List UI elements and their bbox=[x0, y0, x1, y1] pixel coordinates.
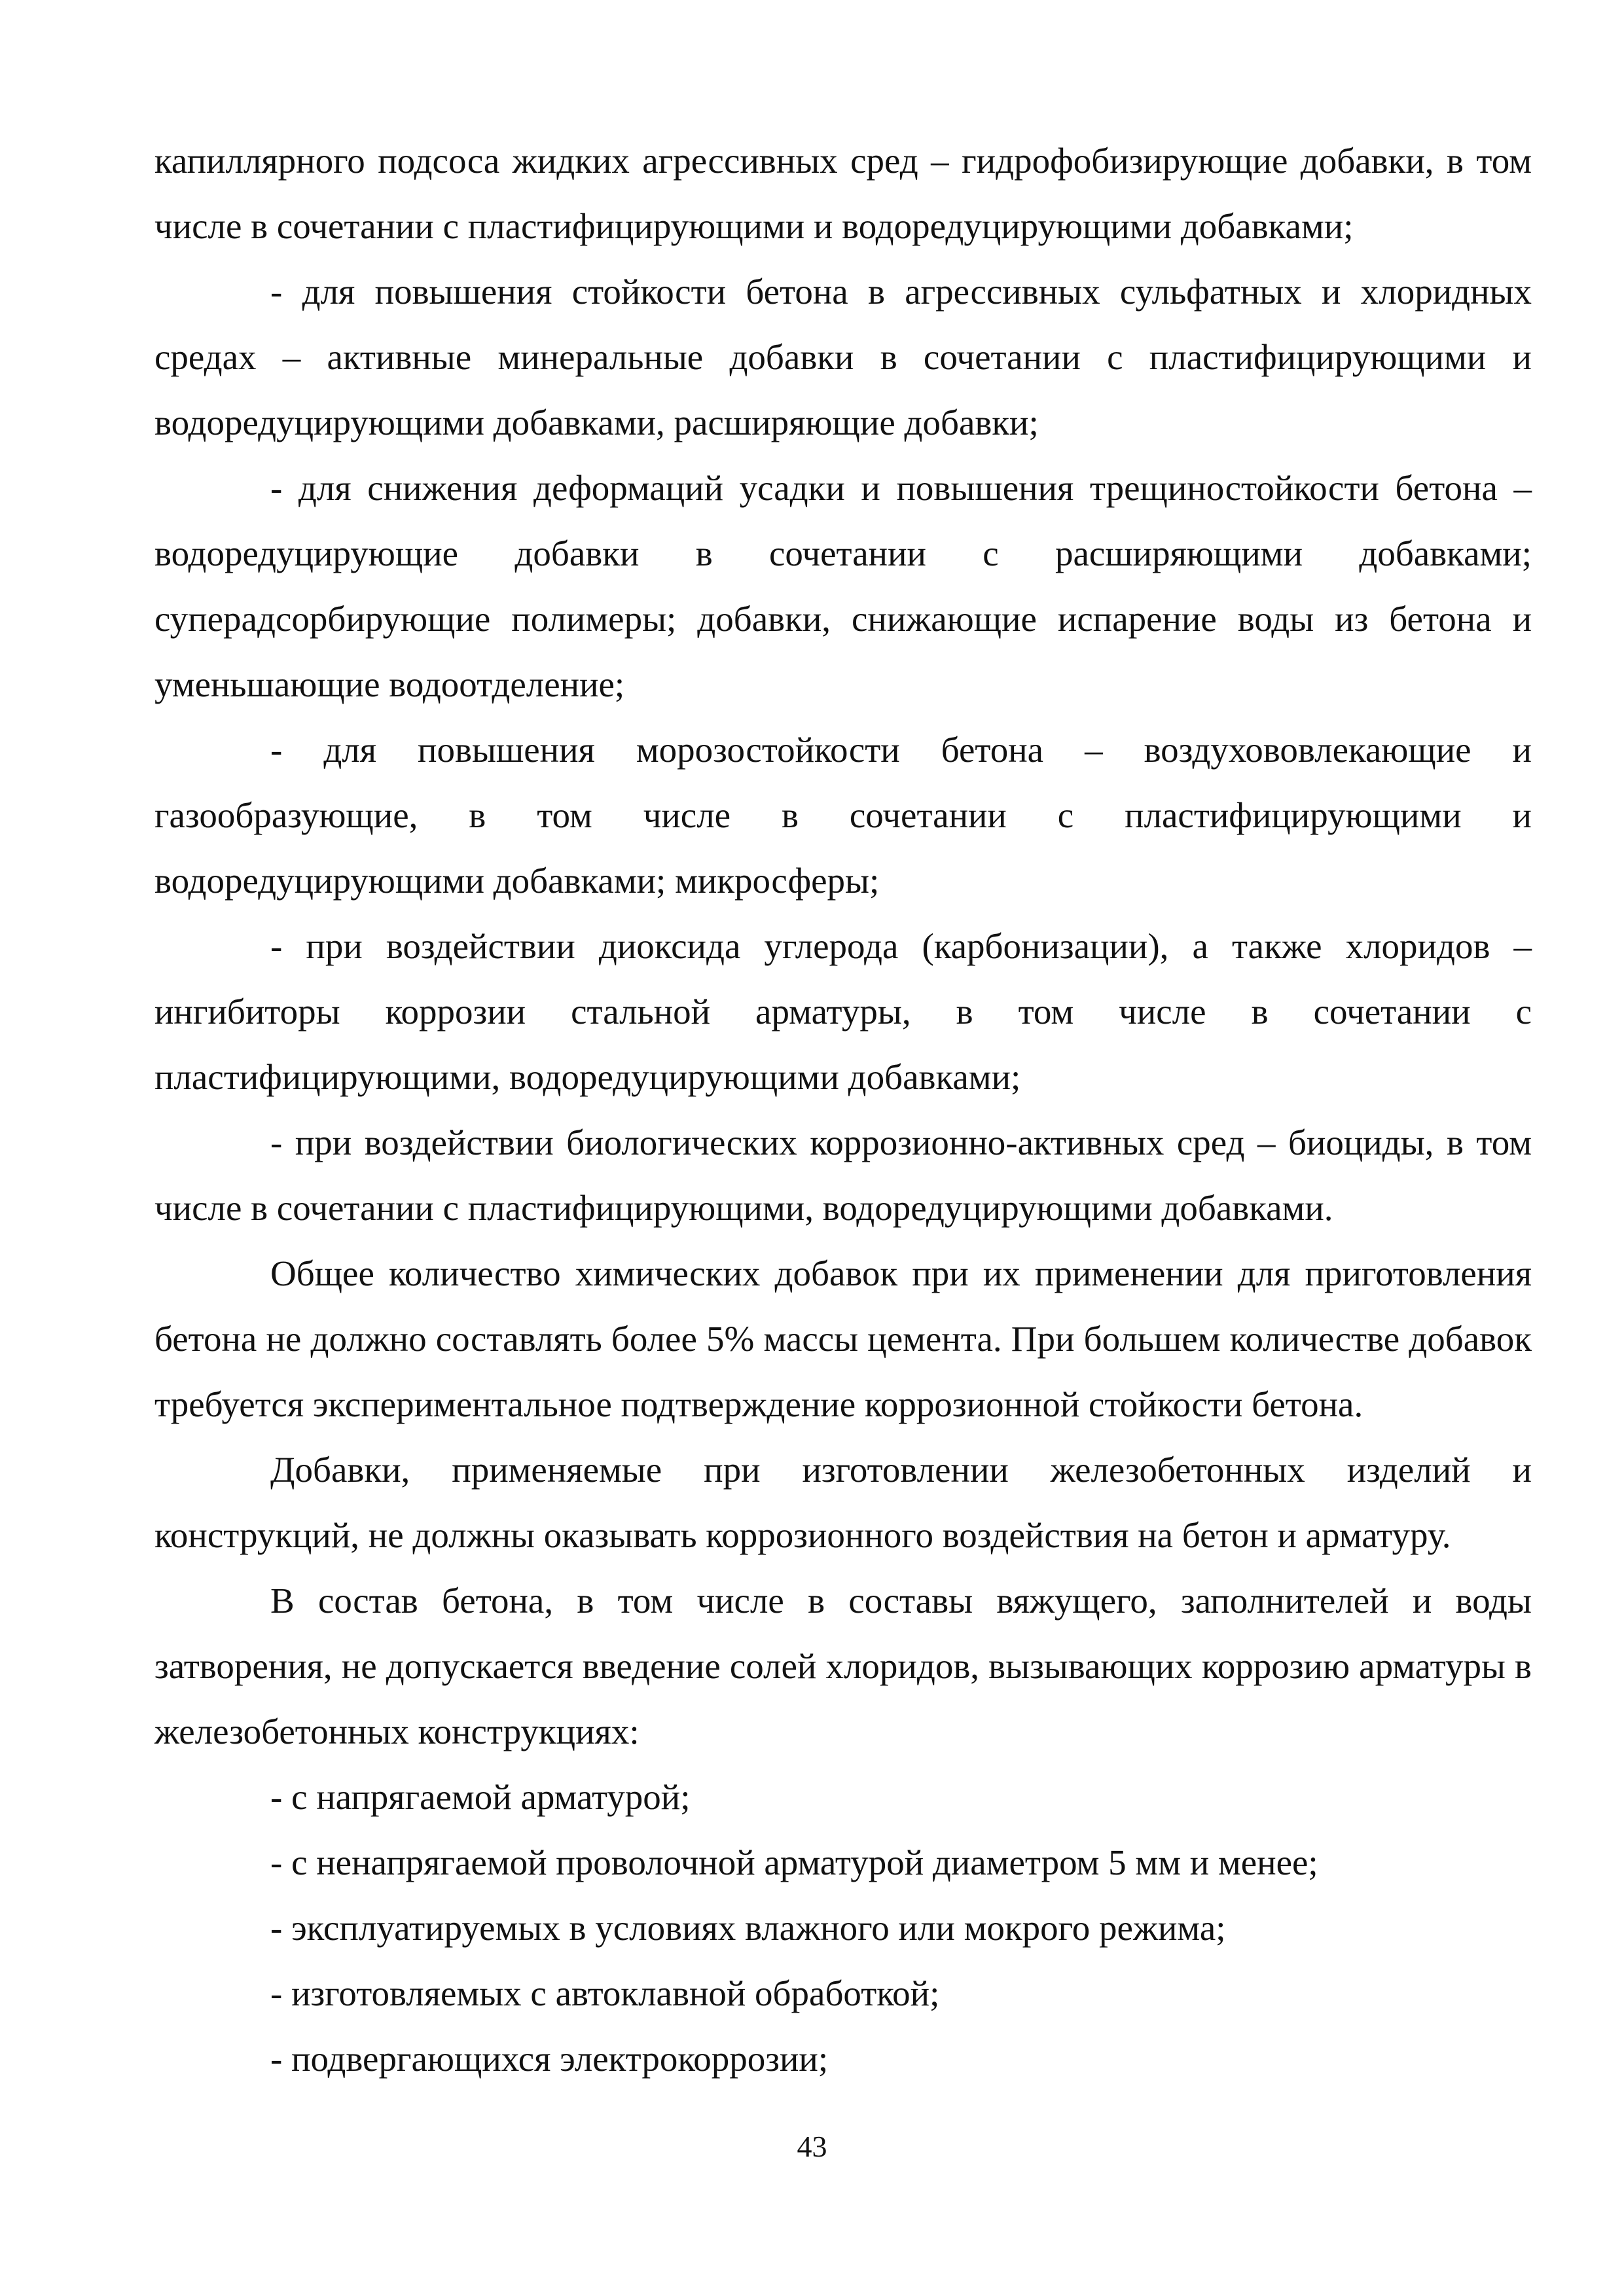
paragraph-carbonation: - при воздействии диоксида углерода (карбонизации), а также хлоридов – ингибиторы коррозии стальной арматуры, в том числе в сочетании с пластифицирующими, водоредуцирующими добавками; bbox=[154, 926, 1532, 1097]
paragraph-total-amount: Общее количество химических добавок при их применении для приготовления бетона не должно составлять более 5% массы цемента. При большем количестве добавок требуется экспериментальное подтверждение коррозионной стойкости бетона. bbox=[154, 1253, 1532, 1424]
list-item: - с напрягаемой арматурой; bbox=[270, 1777, 691, 1817]
paragraph-frost-resistance: - для повышения морозостойкости бетона – воздухововлекающие и газообразующие, в том числе в сочетании с пластифицирующими и водоредуцирующими добавками; микросферы; bbox=[154, 730, 1532, 901]
paragraph-continuation: капиллярного подсоса жидких агрессивных сред – гидрофобизирующие добавки, в том числе в сочетании с пластифицирующими и водоредуцирующими добавками; bbox=[154, 141, 1532, 246]
list-item: - изготовляемых с автоклавной обработкой; bbox=[270, 1973, 940, 2013]
list-item: - подвергающихся электрокоррозии; bbox=[270, 2039, 829, 2079]
paragraph-chlorides: В состав бетона, в том числе в составы вяжущего, заполнителей и воды затворения, не допускается введение солей хлоридов, вызывающих коррозию арматуры в железобетонных конструкциях: bbox=[154, 1581, 1532, 1751]
list-item: - эксплуатируемых в условиях влажного или мокрого режима; bbox=[270, 1908, 1226, 1948]
document-page bbox=[154, 128, 1532, 2092]
paragraph-biological: - при воздействии биологических коррозионно-активных сред – биоциды, в том числе в сочетании с пластифицирующими, водоредуцирующими добавками. bbox=[154, 1122, 1532, 1228]
page-number: 43 bbox=[797, 2130, 827, 2163]
paragraph-no-corrosion: Добавки, применяемые при изготовлении железобетонных изделий и конструкций, не должны оказывать коррозионного воздействия на бетон и арматуру. bbox=[154, 1450, 1532, 1555]
list-item: - с ненапрягаемой проволочной арматурой диаметром 5 мм и менее; bbox=[270, 1842, 1318, 1882]
paragraph-sulfate-chloride: - для повышения стойкости бетона в агрессивных сульфатных и хлоридных средах – активные минеральные добавки в сочетании с пластифицирующими и водоредуцирующими добавками, расширяющие добавки; bbox=[154, 272, 1532, 442]
paragraph-shrinkage: - для снижения деформаций усадки и повышения трещиностойкости бетона – водоредуцирующие добавки в сочетании с расширяющими добавками; суперадсорбирующие полимеры; добавки, снижающие испарение воды из бетона и уменьшающие водоотделение; bbox=[154, 468, 1532, 704]
